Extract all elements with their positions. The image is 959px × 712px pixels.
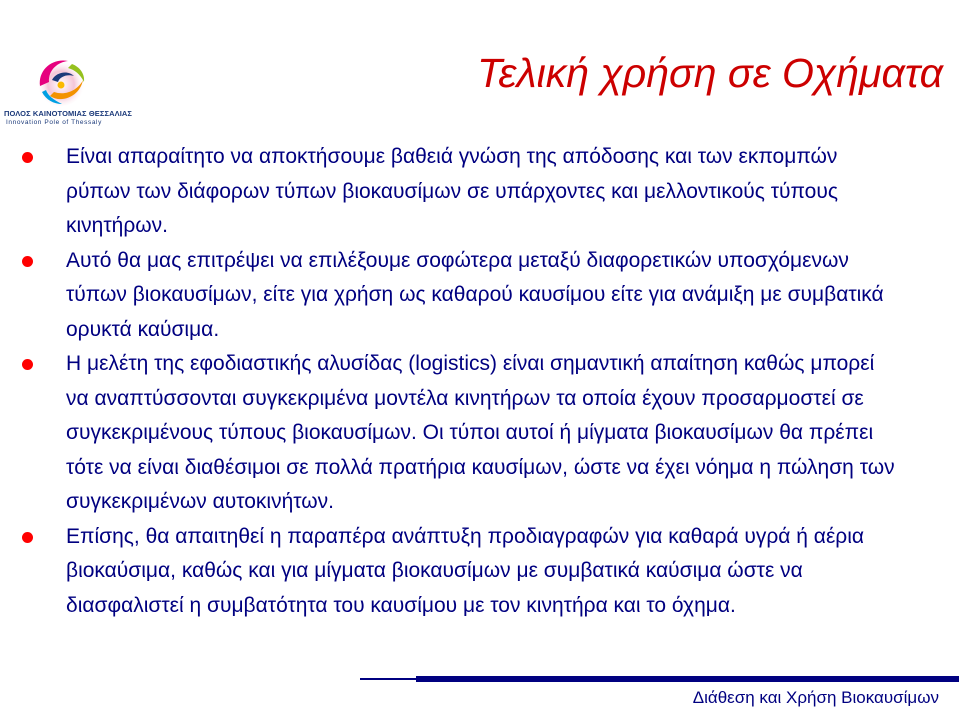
footer-title: Διάθεση και Χρήση Βιοκαυσίμων — [692, 688, 939, 707]
bullet-text: Είναι απαραίτητο να αποκτήσουμε βαθειά γνώση της απόδοσης και των εκπομπών ρύπων των διάφορων τύπων βιοκαυσίμων σε υπάρχοντες και μελλοντικούς τύπους κινητήρων. — [66, 145, 838, 237]
slide-title: Τελική χρήση σε Οχήματα — [477, 50, 943, 96]
bullet-text: Η μελέτη της εφοδιαστικής αλυσίδας (logistics) είναι σημαντική απαίτηση καθώς μπορεί να αναπτύσσονται συγκεκριμένα μοντέλα κινητήρων τα οποία έχουν προσαρμοστεί σε συγκεκριμένους τύπους βιοκαυσίμων. Οι τύποι αυτοί ή μίγματα βιοκαυσίμων θα πρέπει τότε να είναι διαθέσιμοι σε πολλά πρατήρια καυσίμων, ώστε να έχει νόημα η πώληση των συγκεκριμένων αυτοκινήτων. — [66, 352, 895, 513]
bullet-item — [22, 244, 902, 348]
footer-divider — [416, 676, 959, 682]
logo-greek-text: ΠΟΛΟΣ ΚΑΙΝΟΤΟΜΙΑΣ ΘΕΣΣΑΛΙΑΣ — [4, 109, 133, 118]
bullet-dot-icon — [22, 256, 33, 267]
bullet-list — [22, 140, 902, 623]
bullet-dot-icon — [22, 532, 33, 543]
bullet-dot-icon — [22, 359, 33, 370]
bullet-item — [22, 347, 902, 520]
innovation-pole-logo-icon — [28, 52, 94, 108]
bullet-dot-icon — [22, 152, 33, 163]
bullet-item — [22, 520, 902, 624]
bullet-text: Επίσης, θα απαιτηθεί η παραπέρα ανάπτυξη προδιαγραφών για καθαρά υγρά ή αέρια βιοκαύσιμα, καθώς και για μίγματα βιοκαυσίμων με συμβατικά καύσιμα ώστε να διασφαλιστεί η συμβατότητα του καυσίμου με τον κινητήρα και το όχημα. — [66, 524, 865, 617]
logo-english-text: Innovation Pole of Thessaly — [6, 119, 102, 126]
logo — [2, 52, 133, 132]
footer-divider-left — [360, 678, 416, 680]
bullet-item — [22, 140, 902, 244]
bullet-text: Αυτό θα μας επιτρέψει να επιλέξουμε σοφώτερα μεταξύ διαφορετικών υποσχόμενων τύπων βιοκαυσίμων, είτε για χρήση ως καθαρού καυσίμου είτε για ανάμιξη με συμβατικά ορυκτά καύσιμα. — [66, 248, 884, 341]
